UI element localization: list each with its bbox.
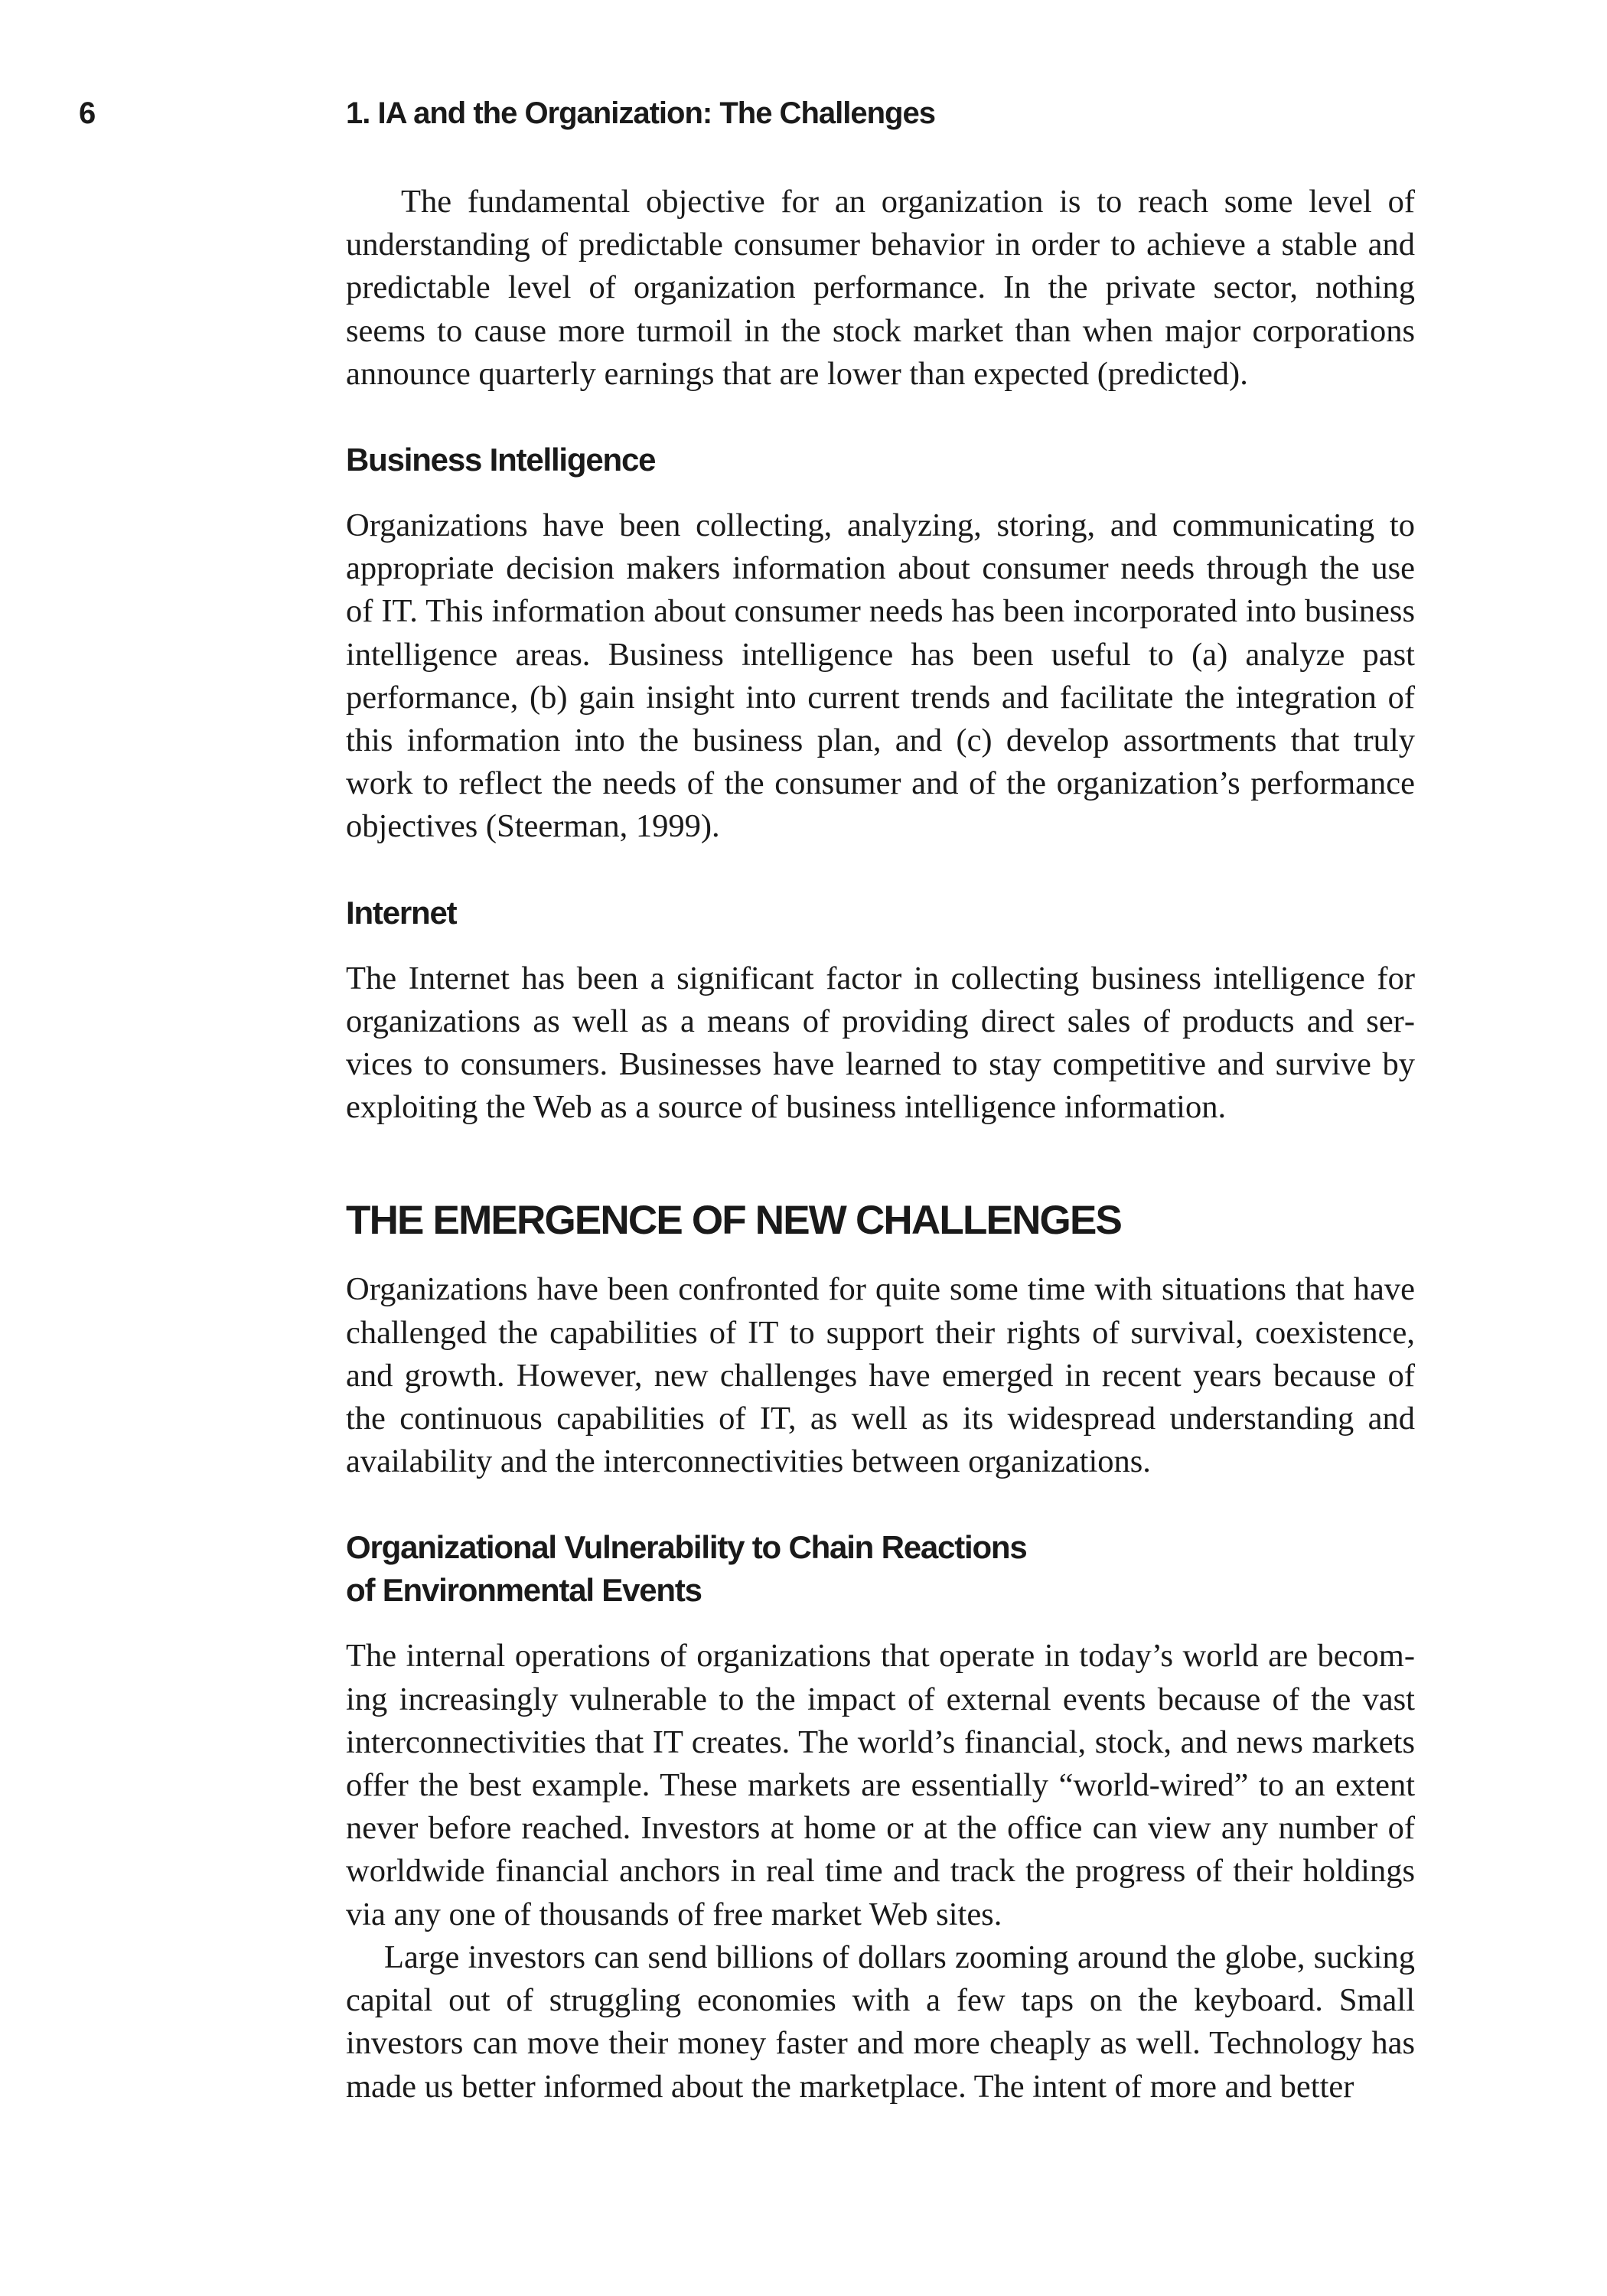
internet-paragraph: The Internet has been a significant factor in collecting business intelligence for organizations as well as a means of providing direct sales of products and services to consumers. Businesses have learned to stay competitive and survive by exploiting the Web as a source of business intelligence information. [346,960,1415,1126]
running-head [0,96,1607,142]
emergence-paragraph: Organizations have been confronted for quite some time with situations that have challenged the capabilities of IT to support their rights of survival, coexistence, and growth. However, new challenges have emerged in recent years because of the continuous capabilities of IT, as well as its widespread understanding and availability and the interconnectivities between organizations. [346,1271,1415,1480]
vulnerability-paragraph-2: Large investors can send billions of dollars zooming around the globe, sucking capital out of struggling economies with a few taps on the keyboard. Small investors can move their money faster and more cheaply as well. Technology has made us better informed about the marketplace. The intent of more and better [346,1939,1415,2105]
vulnerability-paragraph-1: The internal operations of organizations that operate in today’s world are becoming increasingly vulnerable to the impact of external events because of the vast interconnectivities that IT creates. The world’s financial, stock, and news markets offer the best example. These markets are essentially “world-wired” to an extent never before reached. Investors at home or at the office can view any number of worldwide financial anchors in real time and track the progress of their holdings via any one of thousands of free market Web sites. [346,1638,1415,1932]
chapter-title: 1. IA and the Organization: The Challenges [346,96,935,130]
vulnerability-heading-line1: Organizational Vulnerability to Chain Reactions [346,1529,1027,1566]
internet-heading: Internet [346,894,457,931]
emergence-heading: THE EMERGENCE OF NEW CHALLENGES [346,1198,1122,1244]
business-intelligence-paragraph: Organizations have been collecting, analyzing, storing, and communicating to appropriate decision makers information about consumer needs through the use of IT. This information about consumer needs has been incorporated into business intelligence areas. Business intelligence has been useful to (a) analyze past performance, (b) gain insight into current trends and facilitate the integration of this information into the business plan, and (c) develop assortments that truly work to reflect the needs of the consumer and of the organization’s performance objectives (Steerman, 1999). [346,507,1415,845]
vulnerability-heading [346,1526,1415,1612]
page-number: 6 [79,96,96,130]
business-intelligence-heading: Business Intelligence [346,442,656,478]
intro-paragraph: The fundamental objective for an organization is to reach some level of understanding of predictable consumer behavior in order to achieve a stable and predictable level of organization performance. In the private sector, nothing seems to cause more turmoil in the stock market than when major corporations announce quarterly earnings that are lower than expected (predicted). [346,184,1415,392]
body-text [346,181,1415,2108]
vulnerability-heading-line2: of Environmental Events [346,1572,702,1609]
